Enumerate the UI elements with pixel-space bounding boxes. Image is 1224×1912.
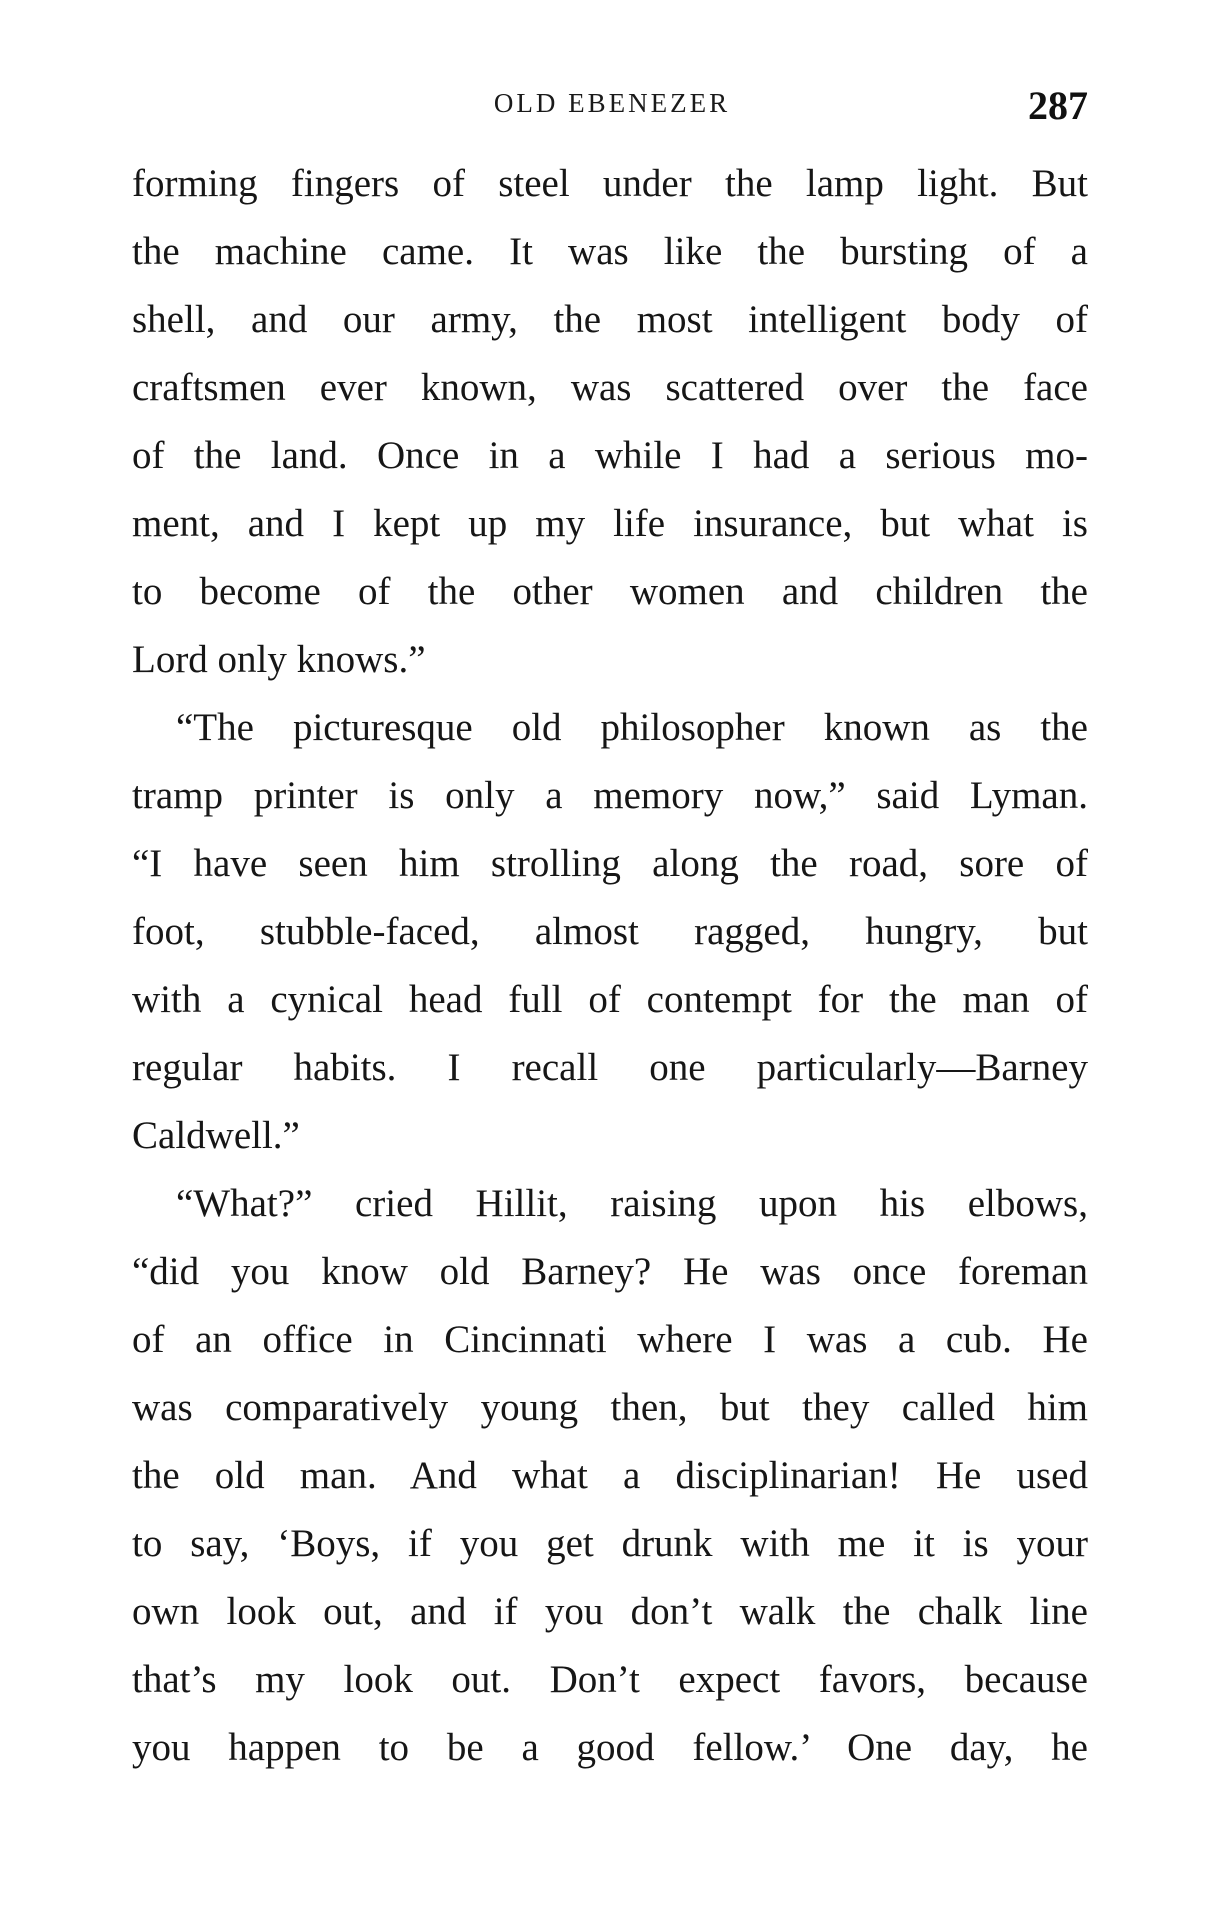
text-line: shell, and our army, the most intelligent body of bbox=[132, 298, 1088, 341]
paragraph-2 bbox=[132, 694, 1088, 1170]
text-line: own look out, and if you don’t walk the chalk line bbox=[132, 1590, 1088, 1633]
text-line: tramp printer is only a memory now,” said Lyman. bbox=[132, 774, 1088, 817]
text-line: was comparatively young then, but they called him bbox=[132, 1386, 1088, 1429]
text-line: “The picturesque old philosopher known as the bbox=[176, 706, 1088, 749]
text-line: ment, and I kept up my life insurance, but what is bbox=[132, 502, 1088, 545]
running-head: OLD EBENEZER bbox=[493, 88, 731, 118]
text-line: the machine came. It was like the bursting of a bbox=[132, 230, 1088, 273]
text-line: to say, ‘Boys, if you get drunk with me it is your bbox=[132, 1522, 1088, 1565]
text-line: you happen to be a good fellow.’ One day, he bbox=[132, 1726, 1088, 1769]
text-line: forming fingers of steel under the lamp light. But bbox=[132, 162, 1088, 205]
paragraph-3 bbox=[132, 1170, 1088, 1782]
text-line: the old man. And what a disciplinarian! He used bbox=[132, 1454, 1088, 1497]
text-line: to become of the other women and children the bbox=[132, 570, 1088, 613]
text-line: Caldwell.” bbox=[132, 1114, 300, 1157]
page-header bbox=[136, 82, 1088, 132]
text-line: with a cynical head full of contempt for the man of bbox=[132, 978, 1088, 1021]
text-line: “What?” cried Hillit, raising upon his elbows, bbox=[176, 1182, 1088, 1225]
text-line: of an office in Cincinnati where I was a cub. He bbox=[132, 1318, 1088, 1361]
text-line: Lord only knows.” bbox=[132, 638, 426, 681]
text-line: “did you know old Barney? He was once foreman bbox=[132, 1250, 1088, 1293]
text-line: that’s my look out. Don’t expect favors, because bbox=[132, 1658, 1088, 1701]
page-number: 287 bbox=[1028, 83, 1088, 128]
text-line: foot, stubble-faced, almost ragged, hungry, but bbox=[132, 910, 1088, 953]
text-line: “I have seen him strolling along the road, sore of bbox=[132, 842, 1088, 885]
text-line: of the land. Once in a while I had a serious mo- bbox=[132, 434, 1088, 477]
paragraph-1 bbox=[132, 150, 1088, 694]
text-line: regular habits. I recall one particularly—Barney bbox=[132, 1046, 1088, 1089]
text-line: craftsmen ever known, was scattered over the face bbox=[132, 366, 1088, 409]
body-text bbox=[132, 150, 1088, 1782]
